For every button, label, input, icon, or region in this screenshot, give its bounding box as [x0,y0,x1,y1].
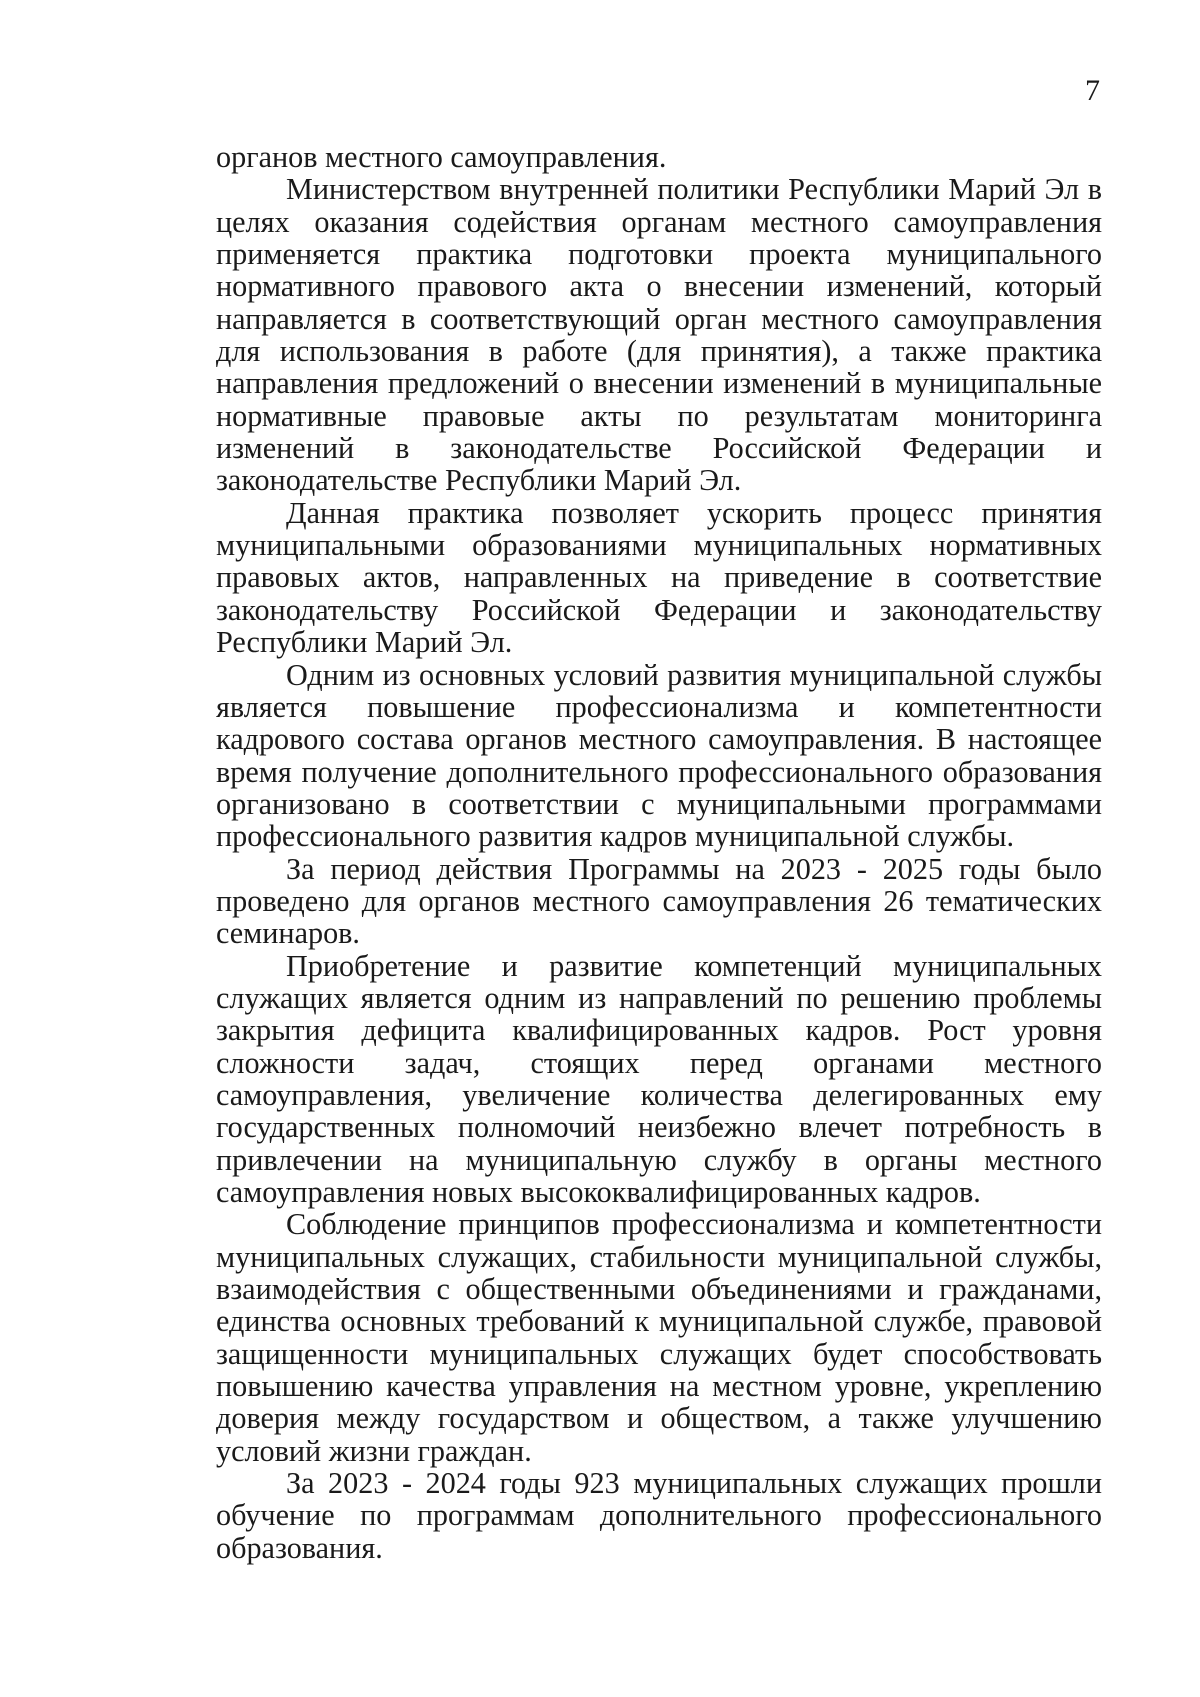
page-number: 7 [1085,74,1100,107]
document-body [216,141,1102,1564]
paragraph: Соблюдение принципов профессионализма и компетентности муниципальных служащих, стабильности муниципальной службы, взаимодействия с общественными объединениями и гражданами, единства основных требований к муниципальной службе, правовой защищенности муниципальных служащих будет способствовать повышению качества управления на местном уровне, укреплению доверия между государством и обществом, а также улучшению условий жизни граждан. [216,1207,1102,1468]
paragraph: Данная практика позволяет ускорить процесс принятия муниципальными образованиями муниципальных нормативных правовых актов, направленных на приведение в соответствие законодательству Российской Федерации и законодательству Республики Марий Эл. [216,495,1102,660]
paragraph: Одним из основных условий развития муниципальной службы является повышение профессионализма и компетентности кадрового состава органов местного самоуправления. В настоящее время получение дополнительного профессионального образования организовано в соответствии с муниципальными программами профессионального развития кадров муниципальной службы. [216,657,1102,854]
paragraph: За 2023 - 2024 годы 923 муниципальных служащих прошли обучение по программам дополнительного профессионального образования. [216,1466,1102,1565]
paragraph: Приобретение и развитие компетенций муниципальных служащих является одним из направлений по решению проблемы закрытия дефицита квалифицированных кадров. Рост уровня сложности задач, стоящих перед органами местного самоуправления, увеличение количества делегированных ему государственных полномочий неизбежно влечет потребность в привлечении на муниципальную службу в органы местного самоуправления новых высококвалифицированных кадров. [216,948,1102,1209]
paragraph: Министерством внутренней политики Республики Марий Эл в целях оказания содействия органам местного самоуправления применяется практика подготовки проекта муниципального нормативного правового акта о внесении изменений, который направляется в соответствующий орган местного самоуправления для использования в работе (для принятия), а также практика направления предложений о внесении изменений в муниципальные нормативные правовые акты по результатам мониторинга изменений в законодательстве Российской Федерации и законодательстве Республики Марий Эл. [216,172,1102,498]
paragraph: За период действия Программы на 2023 - 2025 годы было проведено для органов местного самоуправления 26 тематических семинаров. [216,851,1102,951]
paragraph: органов местного самоуправления. [216,140,667,174]
